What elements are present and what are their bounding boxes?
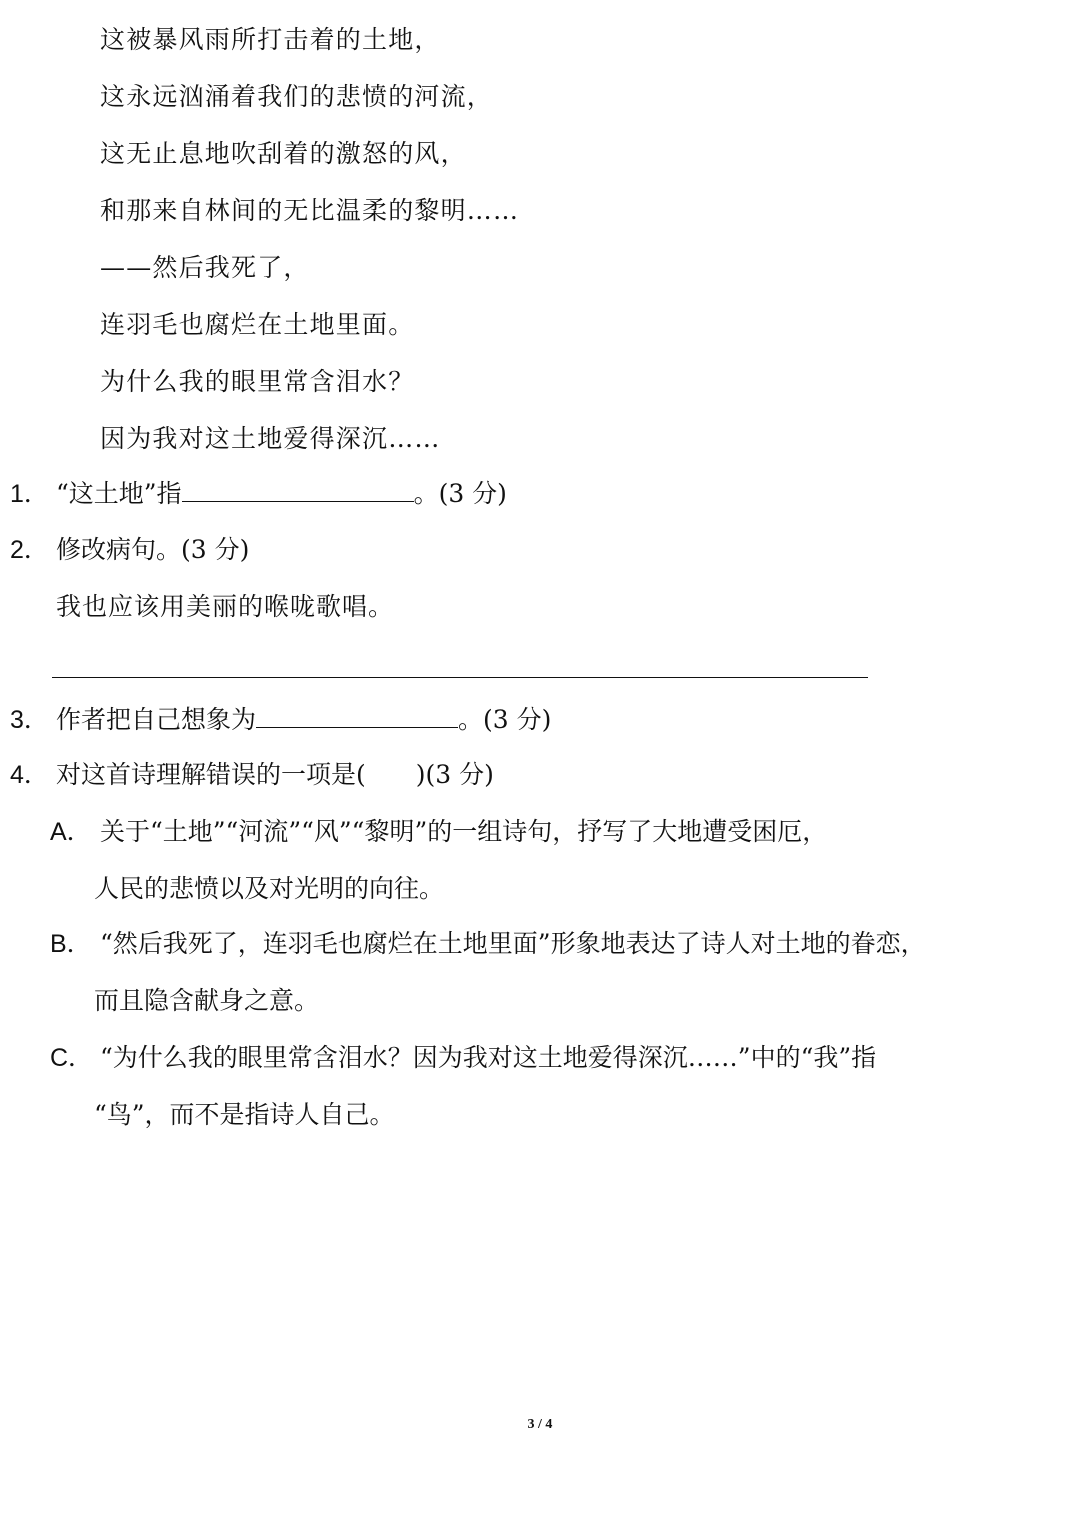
option-text: 关于“土地”“河流”“风”“黎明”的一组诗句，抒写了大地遭受困厄， [100,817,828,846]
question-number: 3． [10,706,49,734]
question-3 [10,697,551,742]
option-a[interactable] [50,810,1070,924]
question-text: 修改病句。(3 分) [56,535,250,564]
option-text-continued: “鸟”，而不是指诗人自己。 [94,1100,395,1129]
option-b[interactable] [50,922,1070,1036]
option-label: B． [50,930,92,958]
question-text: 对这首诗理解错误的一项是( )(3 分) [56,760,494,789]
option-text: “然后我死了，连羽毛也腐烂在土地里面”形象地表达了诗人对土地的眷恋， [100,929,926,958]
question-1 [10,471,507,516]
poem-line: 因为我对这土地爱得深沉…… [100,424,441,453]
question-4 [10,753,494,797]
question-score: 。(3 分) [458,705,552,734]
option-c[interactable] [50,1036,1070,1150]
poem-line: ——然后我死了， [100,253,310,282]
question-score: 。(3 分) [413,479,507,508]
poem-line: 这永远汹涌着我们的悲愤的河流， [100,82,494,111]
option-text-continued: 人民的悲愤以及对光明的向往。 [94,874,445,903]
option-label: C． [50,1044,94,1072]
option-label: A． [50,818,92,846]
question-number: 4． [10,761,49,789]
answer-line[interactable] [52,677,868,678]
question-text: 作者把自己想象为 [56,705,257,734]
question-number: 1． [10,480,49,508]
poem-line: 为什么我的眼里常含泪水？ [100,367,415,396]
question-text: “这土地”指 [56,479,182,508]
poem-excerpt [100,18,1000,474]
poem-line: 这无止息地吹刮着的激怒的风， [100,139,467,168]
poem-line: 这被暴风雨所打击着的土地， [100,25,441,54]
faulty-sentence: 我也应该用美丽的喉咙歌唱。 [56,592,395,621]
question-number: 2． [10,536,49,564]
poem-line: 连羽毛也腐烂在土地里面。 [100,310,415,339]
option-text-continued: 而且隐含献身之意。 [94,986,320,1015]
page-number: 3 / 4 [527,1417,553,1432]
answer-blank[interactable] [256,697,458,728]
poem-line: 和那来自林间的无比温柔的黎明…… [100,196,520,225]
answer-blank[interactable] [182,471,414,502]
question-2 [10,528,249,572]
option-text: “为什么我的眼里常含泪水？因为我对这土地爱得深沉……”中的“我”指 [100,1043,877,1072]
